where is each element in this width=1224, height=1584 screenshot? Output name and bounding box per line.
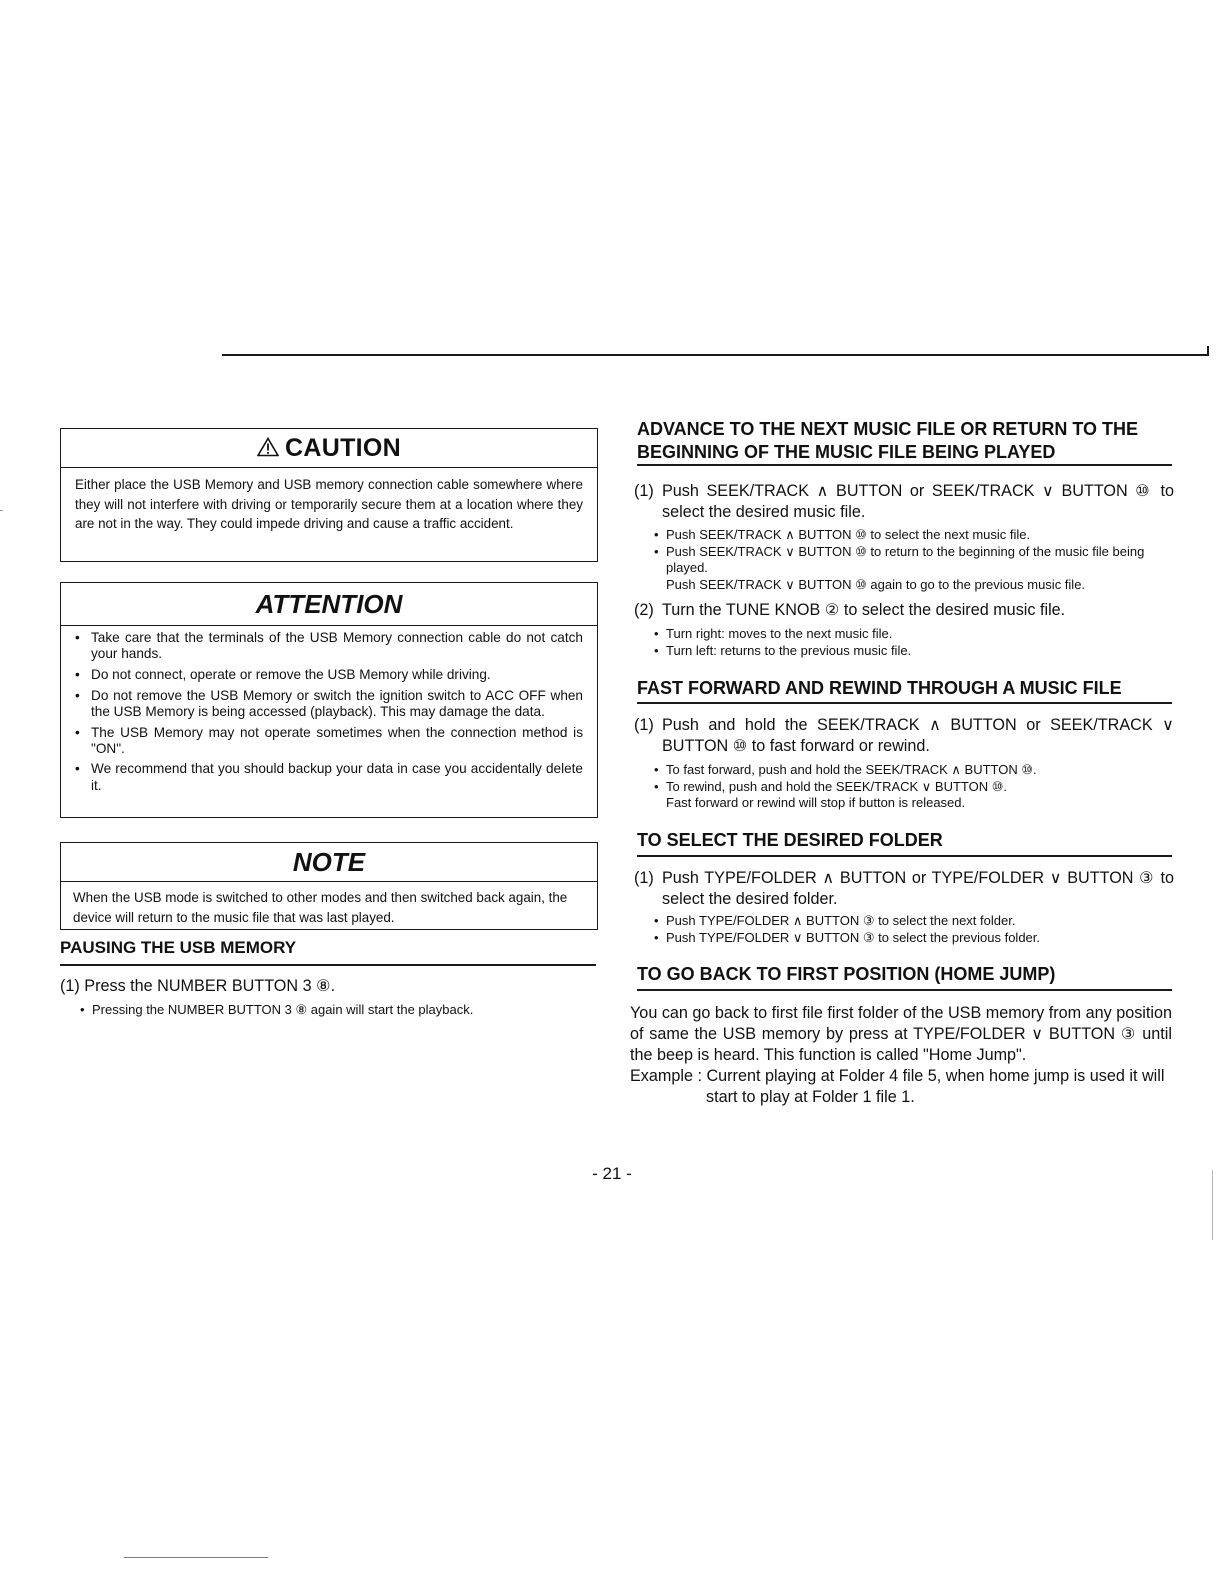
- step-text: Push SEEK/TRACK ∧ BUTTON or SEEK/TRACK ∨ BUTTON ⑩ to select the desired music file.: [662, 482, 1174, 521]
- bottom-underline-mark: [124, 1557, 268, 1558]
- advance-sub-list-1: [654, 527, 1174, 593]
- folder-sub-list: [654, 913, 1174, 946]
- attention-item: • Do not remove the USB Memory or switch the ignition switch to ACC OFF when the USB Memory is being accessed (playback). This may damage the data.: [73, 688, 583, 720]
- folder-sub-item: • Push TYPE/FOLDER ∧ BUTTON ③ to select the next folder.: [654, 913, 1174, 930]
- advance-sub-item: • Turn left: returns to the previous music file.: [654, 643, 1174, 660]
- top-horizontal-rule: [222, 354, 1208, 356]
- home-jump-example: [630, 1066, 1172, 1107]
- step-number: (1): [634, 869, 654, 887]
- pausing-sub-list: [80, 1002, 600, 1019]
- step-number: (1): [634, 716, 654, 734]
- warning-triangle-icon: [257, 430, 279, 468]
- step-text: Push and hold the SEEK/TRACK ∧ BUTTON or SEEK/TRACK ∨ BUTTON ⑩ to fast forward or rewind.: [662, 716, 1174, 755]
- step-number: (2): [634, 601, 654, 619]
- top-rule-end-tick: [1207, 346, 1209, 356]
- pausing-step-1: [60, 976, 590, 997]
- fast-forward-sub-list: [654, 762, 1174, 812]
- step-text: Turn the TUNE KNOB ② to select the desired music file.: [662, 601, 1066, 619]
- home-jump-example-line-1: Example : Current playing at Folder 4 file 5, when home jump is used it will: [630, 1067, 1165, 1085]
- advance-sub-item: • Turn right: moves to the next music file.: [654, 626, 1174, 643]
- advance-step-2: [634, 600, 1174, 621]
- folder-sub-item: • Push TYPE/FOLDER ∨ BUTTON ③ to select the previous folder.: [654, 930, 1174, 947]
- step-number: (1): [60, 977, 80, 995]
- fast-forward-sub-item-continued: Fast forward or rewind will stop if button is released.: [666, 795, 966, 811]
- note-text: When the USB mode is switched to other modes and then switched back again, the device will return to the music file that was last played.: [73, 890, 568, 925]
- attention-box: [60, 582, 598, 818]
- note-title: NOTE: [61, 843, 597, 882]
- step-text: Push TYPE/FOLDER ∧ BUTTON or TYPE/FOLDER ∨ BUTTON ③ to select the desired folder.: [662, 869, 1174, 908]
- home-jump-example-line-2: start to play at Folder 1 file 1.: [706, 1087, 915, 1106]
- fast-forward-sub-item: • To rewind, push and hold the SEEK/TRACK ∨ BUTTON ⑩.: [654, 779, 1174, 796]
- advance-sub-item: • Push SEEK/TRACK ∧ BUTTON ⑩ to select the next music file.: [654, 527, 1174, 544]
- scan-edge-mark: [1212, 1170, 1213, 1240]
- attention-list: [73, 630, 583, 794]
- caution-header: [61, 429, 597, 468]
- caution-text: Either place the USB Memory and USB memory connection cable somewhere where they will not interfere with driving or temporarily secure them at a location where they are not in the way. They could impede driving and cause a traffic accident.: [75, 477, 583, 532]
- note-box: [60, 842, 598, 930]
- pausing-sub-item: • Pressing the NUMBER BUTTON 3 ⑧ again will start the playback.: [80, 1002, 600, 1019]
- attention-item: • Take care that the terminals of the USB Memory connection cable do not catch your hands.: [73, 630, 583, 662]
- attention-item: • We recommend that you should backup your data in case you accidentally delete it.: [73, 761, 583, 793]
- advance-sub-item-continued: Push SEEK/TRACK ∨ BUTTON ⑩ again to go to the previous music file.: [666, 576, 1086, 592]
- folder-step-1: [634, 868, 1174, 909]
- pausing-heading: PAUSING THE USB MEMORY: [60, 934, 596, 966]
- caution-title: CAUTION: [285, 434, 401, 462]
- advance-step-1: [634, 481, 1174, 522]
- home-jump-paragraph: You can go back to first file first folder of the USB memory from any position of same the USB memory by press at TYPE/FOLDER ∨ BUTTON ③ until the beep is heard. This function is called "Home Jump".: [630, 1004, 1172, 1064]
- page-number: - 21 -: [592, 1164, 632, 1183]
- advance-heading-line-2: BEGINNING OF THE MUSIC FILE BEING PLAYED: [637, 442, 1056, 462]
- fast-forward-step-1: [634, 715, 1174, 756]
- attention-title: ATTENTION: [61, 583, 597, 626]
- fast-forward-heading: FAST FORWARD AND REWIND THROUGH A MUSIC FILE: [637, 676, 1172, 704]
- attention-item: • The USB Memory may not operate sometimes when the connection method is "ON".: [73, 725, 583, 757]
- step-number: (1): [634, 482, 654, 500]
- advance-sub-list-2: [654, 626, 1174, 659]
- scan-left-mark: [0, 510, 3, 511]
- advance-heading-line-1: ADVANCE TO THE NEXT MUSIC FILE OR RETURN TO THE: [637, 419, 1139, 439]
- caution-box: [60, 428, 598, 562]
- advance-heading: [637, 418, 1172, 466]
- folder-heading: TO SELECT THE DESIRED FOLDER: [637, 827, 1172, 857]
- attention-item: • Do not connect, operate or remove the USB Memory while driving.: [73, 667, 583, 683]
- advance-sub-item: • Push SEEK/TRACK ∨ BUTTON ⑩ to return to the beginning of the music file being played.: [654, 544, 1174, 577]
- fast-forward-sub-item: • To fast forward, push and hold the SEEK/TRACK ∧ BUTTON ⑩.: [654, 762, 1174, 779]
- home-jump-heading: TO GO BACK TO FIRST POSITION (HOME JUMP): [637, 961, 1172, 991]
- step-text: Press the NUMBER BUTTON 3 ⑧.: [84, 977, 336, 995]
